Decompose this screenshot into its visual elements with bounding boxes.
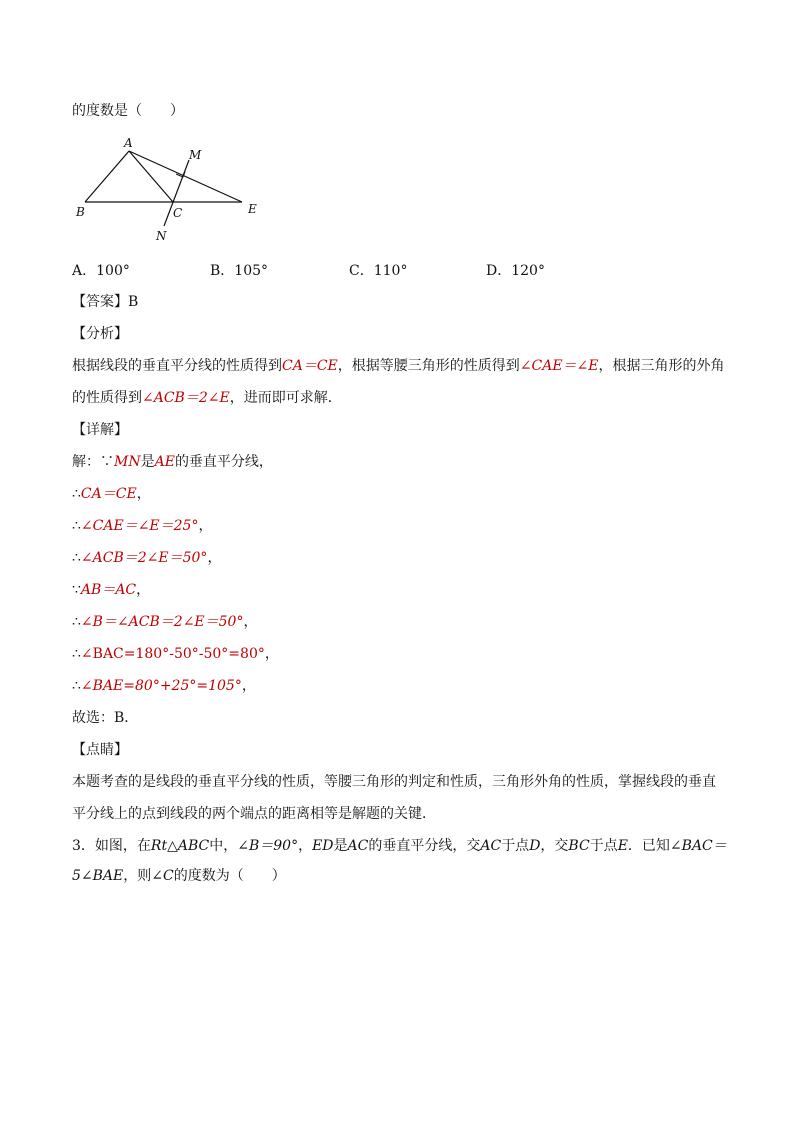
segment-ac [129,151,173,202]
analysis-line-2: 的性质得到∠ACB＝2∠E，进而即可求解． [72,390,342,406]
label-n: N [156,229,167,243]
detail-step-3: ∴∠CAE＝∠E＝25°， [72,518,213,534]
option-c: C．110° [349,263,408,279]
label-e: E [248,202,257,216]
question-tail: 的度数是（ ） [72,103,184,119]
segment-ae [129,151,242,202]
option-b: B．105° [210,263,269,279]
label-m: M [189,148,202,162]
detail-step-2: ∴CA＝CE， [72,486,151,502]
answer-label: 【答案】 [72,294,128,310]
answer-line [72,292,138,312]
question-3-line-2: 5∠BAE，则∠C的度数为（ ） [72,868,286,884]
detail-step-5: ∵AB＝AC， [72,582,151,598]
comment-line-2: 平分线上的点到线段的两个端点的距离相等是解题的关键． [72,806,436,822]
label-b: B [76,205,85,219]
detail-label: 【详解】 [72,422,128,438]
option-d: D．120° [486,263,545,279]
label-c: C [173,206,183,220]
geometry-figure [72,134,272,244]
label-a: A [124,136,133,150]
analysis-label: 【分析】 [72,326,128,342]
comment-line-1: 本题考查的是线段的垂直平分线的性质，等腰三角形的判定和性质，三角形外角的性质，掌握线段的垂直 [72,774,716,790]
question-3-line-1: 3．如图，在Rt△ABC中，∠B＝90°，ED是AC的垂直平分线，交AC于点D，交BC于点E．已知∠BAC＝ [72,838,727,854]
detail-choice: 故选：B． [72,710,139,726]
option-a: A．100° [72,263,130,279]
comment-label: 【点睛】 [72,742,128,758]
answer-value: B [128,294,139,310]
detail-step-8: ∴∠BAE=80°+25°=105°， [72,678,256,694]
analysis-line-1: 根据线段的垂直平分线的性质得到CA＝CE，根据等腰三角形的性质得到∠CAE＝∠E，根据三角形的外角 [72,358,725,374]
detail-step-7: ∴∠BAC=180°-50°-50°=80°， [72,646,279,662]
segment-ab [85,151,129,202]
detail-step-4: ∴∠ACB＝2∠E＝50°， [72,550,222,566]
detail-step-1: 解：∵MN是AE的垂直平分线， [72,454,273,470]
detail-step-6: ∴∠B＝∠ACB＝2∠E＝50°， [72,614,258,630]
